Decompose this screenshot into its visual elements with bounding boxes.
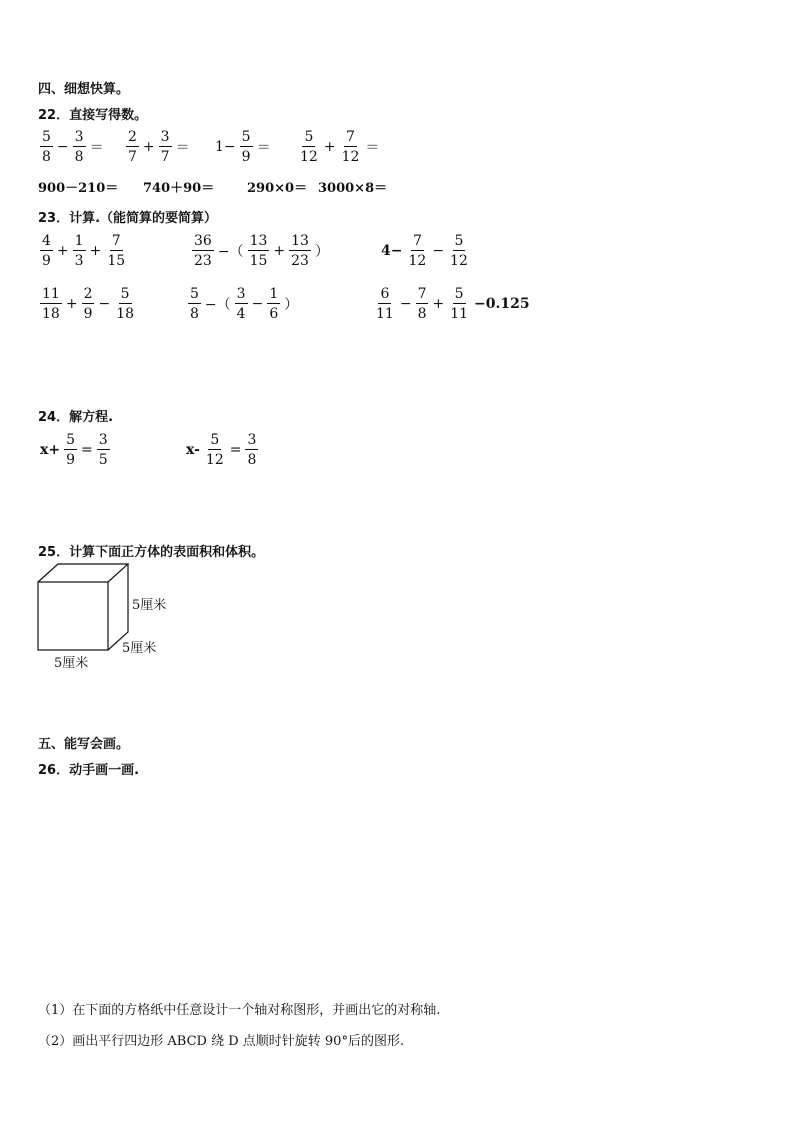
q23-label: 23．计算.（能简算的要简算） [38, 211, 218, 226]
q24-equation-1: x+ $\frac{5}{9}$ = $\frac{3}{5}$ [40, 432, 108, 468]
fraction: $\frac{5}{18}$ [116, 286, 135, 322]
q24-label: 24．解方程. [38, 410, 114, 425]
fraction: $\frac{5}{8}$ [42, 129, 51, 165]
q26-label: 26．动手画一画. [38, 763, 140, 778]
q22-expr-4: $\frac{5}{12}$ + $\frac{7}{12}$ ＝ [300, 129, 380, 165]
q23-expr-1: $\frac{4}{9}$ + $\frac{1}{3}$ + $\frac{7}{15}$ [42, 233, 126, 269]
fraction: $\frac{7}{8}$ [417, 286, 427, 322]
fraction: $\frac{3}{4}$ [236, 286, 246, 322]
fraction: $\frac{13}{23}$ [291, 233, 309, 269]
q26-part-2: （2）画出平行四边形 ABCD 绕 D 点顺时针旋转 90°后的图形. [38, 1034, 405, 1049]
q24-equation-2: x- $\frac{5}{12}$ = $\frac{3}{8}$ [186, 432, 257, 468]
q22-expr-2: $\frac{2}{7}$ + $\frac{3}{7}$ ＝ [128, 129, 190, 165]
q22-calc-2: 740＋90＝ [143, 181, 215, 196]
cube-width-label: 5厘米 [54, 656, 89, 671]
fraction: $\frac{5}{11}$ [450, 286, 469, 322]
fraction: $\frac{6}{11}$ [376, 286, 394, 322]
fraction: $\frac{5}{12}$ [300, 129, 318, 165]
fraction: $\frac{5}{8}$ [190, 286, 199, 322]
section-4-title: 四、细想快算。 [38, 82, 130, 97]
q23-expr-2: $\frac{36}{23}$ −（ $\frac{13}{15}$ + $\frac{13}{23}$ ） [194, 233, 329, 269]
q22-expr-1: $\frac{5}{8}$ − $\frac{3}{8}$ ＝ [42, 129, 104, 165]
fraction: $\frac{4}{9}$ [42, 233, 51, 269]
fraction: $\frac{1}{6}$ [269, 286, 279, 322]
fraction: $\frac{5}{12}$ [205, 432, 224, 468]
q23-expr-4: $\frac{11}{18}$ + $\frac{2}{9}$ − $\frac{5}{18}$ [42, 286, 135, 322]
fraction: $\frac{7}{12}$ [341, 129, 360, 165]
fraction: $\frac{5}{12}$ [450, 233, 468, 269]
q22-calc-4: 3000×8＝ [318, 181, 388, 196]
fraction: $\frac{3}{8}$ [74, 129, 84, 165]
fraction: $\frac{2}{7}$ [128, 129, 137, 165]
fraction: $\frac{7}{12}$ [408, 233, 427, 269]
fraction: $\frac{3}{8}$ [247, 432, 257, 468]
cube-height-label: 5厘米 [132, 598, 167, 613]
q25-label: 25．计算下面正方体的表面积和体积。 [38, 545, 265, 560]
fraction: $\frac{7}{15}$ [107, 233, 126, 269]
cube-top-face [38, 564, 128, 582]
q23-expr-3: 4− $\frac{7}{12}$ − $\frac{5}{12}$ [381, 233, 468, 269]
q22-calc-3: 290×0＝ [247, 181, 308, 196]
q22-calc-1: 900－210＝ [38, 181, 119, 196]
fraction: $\frac{3}{7}$ [160, 129, 170, 165]
cube-front-face [38, 582, 108, 650]
fraction: $\frac{2}{9}$ [83, 286, 93, 322]
fraction: $\frac{13}{15}$ [249, 233, 268, 269]
q26-part-1: （1）在下面的方格纸中任意设计一个轴对称图形，并画出它的对称轴. [38, 1003, 441, 1018]
fraction: $\frac{3}{5}$ [98, 432, 108, 468]
q23-expr-5: $\frac{5}{8}$ −（ $\frac{3}{4}$ − $\frac{1}{6}$ ） [190, 286, 299, 322]
fraction: $\frac{5}{9}$ [241, 129, 251, 165]
section-5-title: 五、能写会画。 [38, 737, 130, 752]
fraction: $\frac{36}{23}$ [194, 233, 212, 269]
fraction: $\frac{11}{18}$ [42, 286, 60, 322]
fraction: $\frac{5}{9}$ [66, 432, 75, 468]
q22-expr-3: 1− $\frac{5}{9}$ ＝ [215, 129, 271, 165]
q23-expr-6: $\frac{6}{11}$ − $\frac{7}{8}$ + $\frac{5}{11}$ −0.125 [376, 286, 530, 322]
q22-label: 22．直接写得数。 [38, 108, 148, 123]
cube-depth-label: 5厘米 [122, 641, 157, 656]
fraction: $\frac{1}{3}$ [74, 233, 84, 269]
